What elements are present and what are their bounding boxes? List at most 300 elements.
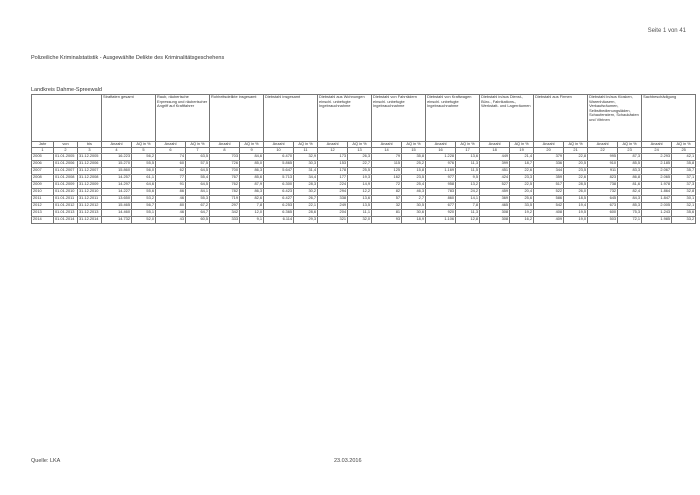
table-cell: 342	[210, 210, 240, 217]
table-cell: 63,5	[186, 154, 210, 161]
table-cell: 64,7	[186, 210, 210, 217]
sub-header: AQ in %	[456, 142, 480, 148]
column-number: 5	[132, 148, 156, 154]
group-header: Diebstahl von Fahrrädern einschl. unbefugte Ingebrauchnahme	[372, 95, 426, 142]
table-cell: 22,6	[564, 175, 588, 182]
table-cell: 5.713	[264, 175, 294, 182]
table-cell: 6.365	[264, 210, 294, 217]
table-cell: 26,3	[348, 154, 372, 161]
table-cell: 522	[534, 189, 564, 196]
table-cell: 308	[480, 210, 510, 217]
group-header: Diebstahl insgesamt	[264, 95, 318, 142]
table-cell: 14.227	[102, 189, 132, 196]
table-cell: 77	[156, 175, 186, 182]
table-cell: 23,3	[510, 175, 534, 182]
table-cell: 86,3	[240, 189, 264, 196]
table-cell: 22,6	[510, 168, 534, 175]
table-row	[32, 196, 696, 203]
table-cell: 14.297	[102, 182, 132, 189]
table-cell: 31.12.2009	[78, 182, 102, 189]
sub-header: AQ in %	[564, 142, 588, 148]
table-cell: 7,8	[456, 203, 480, 210]
table-cell: 31,4	[294, 168, 318, 175]
table-cell: 977	[426, 175, 456, 182]
group-header: Diebstahl aus Firmen	[534, 95, 588, 142]
table-cell: 33,5	[510, 203, 534, 210]
table-cell: 52,0	[132, 217, 156, 224]
sub-header: AQ in %	[402, 142, 426, 148]
table-cell: 80	[156, 203, 186, 210]
table-row	[32, 175, 696, 182]
table-cell: 408	[534, 210, 564, 217]
sub-header: AQ in %	[348, 142, 372, 148]
table-cell: 13.650	[102, 196, 132, 203]
table-cell: 79	[372, 154, 402, 161]
table-cell: 74	[156, 154, 186, 161]
group-header: Straftaten gesamt	[102, 95, 156, 142]
table-cell: 42,1	[672, 154, 696, 161]
region-heading: Landkreis Dahme-Spreewald	[31, 87, 102, 93]
table-cell: 19,5	[564, 210, 588, 217]
table-cell: 153	[318, 161, 348, 168]
table-cell: 83,3	[618, 168, 642, 175]
table-cell: 91	[156, 182, 186, 189]
table-cell: 2007	[32, 168, 54, 175]
table-cell: 60,5	[186, 217, 210, 224]
table-cell: 1.243	[642, 210, 672, 217]
table-cell: 46	[156, 196, 186, 203]
table-cell: 13,6	[348, 196, 372, 203]
table-cell: 82	[372, 189, 402, 196]
table-cell: 645	[588, 196, 618, 203]
column-number: 23	[618, 148, 642, 154]
group-header: Diebstahl in/aus Dienst-, Büro-, Fabrikations-, Werkstatt- und Lagerräumen	[480, 95, 534, 142]
table-cell: 920	[426, 210, 456, 217]
table-cell: 399	[480, 161, 510, 168]
sub-header: bis	[78, 142, 102, 148]
table-cell: 6.253	[264, 203, 294, 210]
table-cell: 1.106	[426, 217, 456, 224]
page-number: Seite 1 von 41	[647, 28, 686, 34]
table-cell: 25,5	[348, 168, 372, 175]
table-cell: 2009	[32, 182, 54, 189]
column-number: 17	[456, 148, 480, 154]
sub-header: Anzahl	[642, 142, 672, 148]
table-cell: 2010	[32, 189, 54, 196]
table-cell: 21,4	[510, 154, 534, 161]
table-cell: 87,3	[618, 154, 642, 161]
table-cell: 31.12.2006	[78, 161, 102, 168]
table-cell: 726	[210, 161, 240, 168]
table-cell: 37,1	[672, 175, 696, 182]
table-cell: 18,7	[510, 161, 534, 168]
table-cell: 600	[588, 210, 618, 217]
column-number: 1	[32, 148, 54, 154]
table-cell: 33,2	[672, 217, 696, 224]
table-cell: 30,2	[294, 189, 318, 196]
table-cell: 14,1	[456, 196, 480, 203]
column-number: 22	[588, 148, 618, 154]
column-number: 13	[348, 148, 372, 154]
table-cell: 28,3	[294, 182, 318, 189]
table-cell: 22,5	[510, 182, 534, 189]
column-number: 24	[642, 148, 672, 154]
table-cell: 13,6	[456, 154, 480, 161]
table-cell: 72	[372, 182, 402, 189]
column-number: 9	[240, 148, 264, 154]
table-cell: 31.12.2013	[78, 210, 102, 217]
table-cell: 23,5	[564, 168, 588, 175]
table-cell: 527	[480, 182, 510, 189]
table-cell: 55,1	[132, 210, 156, 217]
table-cell: 22,1	[294, 203, 318, 210]
crime-statistics-table	[31, 94, 696, 224]
table-cell: 35,7	[672, 168, 696, 175]
table-cell: 56,0	[132, 168, 156, 175]
table-cell: 719	[210, 196, 240, 203]
table-cell: 01.01.2014	[54, 217, 78, 224]
table-cell: 162	[372, 175, 402, 182]
table-cell: 995	[588, 154, 618, 161]
sub-header: AQ in %	[618, 142, 642, 148]
group-header: Sachbeschädigung	[642, 95, 696, 142]
group-header: Diebstahl aus Wohnungen einschl. unbefugte Ingebrauchnahme	[318, 95, 372, 142]
table-cell: 25,2	[402, 161, 426, 168]
table-cell: 13,5	[348, 203, 372, 210]
sub-header: Anzahl	[480, 142, 510, 148]
table-cell: 6.427	[264, 196, 294, 203]
table-cell: 224	[318, 182, 348, 189]
table-cell: 84,6	[240, 154, 264, 161]
table-cell: 57	[372, 196, 402, 203]
table-cell: 6.470	[264, 154, 294, 161]
table-cell: 31.12.2010	[78, 189, 102, 196]
column-number: 15	[402, 148, 426, 154]
sub-header: Anzahl	[318, 142, 348, 148]
table-cell: 2011	[32, 196, 54, 203]
table-cell: 700	[210, 168, 240, 175]
group-header: Raub, räuberische Erpressung und räuberischer Angriff auf Kraftfahrer	[156, 95, 210, 142]
table-cell: 15.270	[102, 161, 132, 168]
table-cell: 11,3	[456, 161, 480, 168]
table-cell: 910	[588, 161, 618, 168]
source-note: Quelle: LKA	[31, 458, 61, 464]
table-cell: 673	[588, 203, 618, 210]
table-cell: 25,6	[510, 196, 534, 203]
table-cell: 75,3	[618, 210, 642, 217]
table-cell: 13,2	[456, 182, 480, 189]
table-cell: 61,1	[132, 175, 156, 182]
sub-header: Anzahl	[156, 142, 186, 148]
table-cell: 2.067	[642, 168, 672, 175]
table-cell: 6.423	[264, 189, 294, 196]
table-cell: 762	[210, 182, 240, 189]
table-cell: 01.01.2008	[54, 175, 78, 182]
table-cell: 2.005	[642, 203, 672, 210]
table-cell: 338	[318, 196, 348, 203]
sub-header: Anzahl	[426, 142, 456, 148]
table-cell: 860	[426, 196, 456, 203]
table-cell: 01.01.2013	[54, 210, 78, 217]
sub-header: AQ in %	[240, 142, 264, 148]
table-cell: 15.860	[102, 168, 132, 175]
table-cell: 14,9	[348, 182, 372, 189]
table-cell: 93	[372, 217, 402, 224]
table-cell: 703	[210, 154, 240, 161]
table-cell: 32	[372, 203, 402, 210]
table-cell: 125	[372, 168, 402, 175]
table-cell: 6.300	[264, 182, 294, 189]
table-cell: 2006	[32, 161, 54, 168]
table-cell: 294	[318, 189, 348, 196]
table-cell: 56,7	[132, 203, 156, 210]
table-cell: 409	[534, 217, 564, 224]
document-title: Polizeiliche Kriminalstatistik - Ausgewählte Delikte des Kriminalitätsgeschehens	[31, 55, 225, 61]
table-cell: 1.864	[642, 189, 672, 196]
table-cell: 31.12.2014	[78, 217, 102, 224]
table-cell: 911	[588, 168, 618, 175]
table-cell: 738	[588, 182, 618, 189]
table-cell: 586	[534, 196, 564, 203]
table-cell: 823	[588, 175, 618, 182]
table-cell: 5.865	[264, 161, 294, 168]
table-cell: 12,2	[348, 189, 372, 196]
table-cell: 14.257	[102, 175, 132, 182]
group-header: Diebstahl in/aus Kiosken, Warenhäusern, Verkaufsräumen, Selbstbedienungsläden, Schaufenstern, Schaukästen und Vitrinen	[588, 95, 642, 142]
table-cell: 542	[534, 203, 564, 210]
table-cell: 25,4	[402, 182, 426, 189]
table-cell: 85,3	[618, 203, 642, 210]
table-row	[32, 203, 696, 210]
table-cell: 57,5	[186, 161, 210, 168]
table-cell: 9,1	[240, 217, 264, 224]
group-header: Diebstahl von Kraftwagen einschl. unbefugte Ingebrauchnahme	[426, 95, 480, 142]
table-cell: 503	[588, 217, 618, 224]
table-cell: 204	[318, 210, 348, 217]
table-cell: 30,6	[402, 210, 426, 217]
table-cell: 31.12.2008	[78, 175, 102, 182]
table-cell: 11,5	[456, 168, 480, 175]
table-cell: 1.228	[426, 154, 456, 161]
table-cell: 31.12.2011	[78, 196, 102, 203]
table-cell: 6.114	[264, 217, 294, 224]
table-cell: 86	[156, 189, 186, 196]
table-cell: 9,5	[456, 175, 480, 182]
table-cell: 55,4	[186, 175, 210, 182]
table-cell: 11,1	[348, 210, 372, 217]
table-cell: 87,9	[240, 182, 264, 189]
table-cell: 18,5	[564, 196, 588, 203]
table-cell: 465	[480, 203, 510, 210]
column-number: 6	[156, 148, 186, 154]
table-cell: 26,0	[564, 189, 588, 196]
table-cell: 46,3	[402, 189, 426, 196]
table-cell: 359	[534, 175, 564, 182]
sub-header: AQ in %	[294, 142, 318, 148]
table-cell: 1.978	[642, 182, 672, 189]
table-cell: 2008	[32, 175, 54, 182]
sub-header: Anzahl	[264, 142, 294, 148]
table-cell: 177	[318, 175, 348, 182]
table-cell: 15.465	[102, 203, 132, 210]
sub-header: Anzahl	[210, 142, 240, 148]
sub-header: Anzahl	[588, 142, 618, 148]
table-cell: 369	[480, 196, 510, 203]
column-number: 21	[564, 148, 588, 154]
table-cell: 449	[480, 154, 510, 161]
table-cell: 344	[534, 168, 564, 175]
table-cell: 81,6	[618, 182, 642, 189]
sub-header: Anzahl	[534, 142, 564, 148]
table-cell: 958	[426, 182, 456, 189]
table-cell: 7,8	[240, 203, 264, 210]
table-cell: 783	[426, 189, 456, 196]
table-cell: 82,4	[618, 189, 642, 196]
table-cell: 767	[210, 175, 240, 182]
table-cell: 2.185	[642, 161, 672, 168]
table-cell: 308	[480, 217, 510, 224]
table-cell: 11,3	[456, 210, 480, 217]
table-cell: 19,0	[564, 217, 588, 224]
table-cell: 16.223	[102, 154, 132, 161]
table-cell: 85,6	[240, 175, 264, 182]
table-cell: 249	[318, 203, 348, 210]
table-cell: 31.12.2007	[78, 168, 102, 175]
table-cell: 28,6	[294, 210, 318, 217]
table-cell: 60	[156, 161, 186, 168]
table-cell: 15,8	[402, 168, 426, 175]
group-header: Rohheitsdelikte insgesamt	[210, 95, 264, 142]
column-number: 12	[318, 148, 348, 154]
column-number: 18	[480, 148, 510, 154]
table-cell: 84,3	[618, 196, 642, 203]
table-cell: 19,4	[564, 203, 588, 210]
table-cell: 1.169	[426, 168, 456, 175]
table-cell: 1.985	[642, 217, 672, 224]
table-cell: 01.01.2007	[54, 168, 78, 175]
table-cell: 782	[210, 189, 240, 196]
table-cell: 732	[588, 189, 618, 196]
sub-header: Anzahl	[372, 142, 402, 148]
sub-header: Anzahl	[102, 142, 132, 148]
table-cell: 333	[210, 217, 240, 224]
table-cell: 18,9	[402, 217, 426, 224]
table-cell: 19,2	[510, 210, 534, 217]
sub-header: von	[54, 142, 78, 148]
table-cell: 5.647	[264, 168, 294, 175]
table-cell: 517	[534, 182, 564, 189]
column-number: 20	[534, 148, 564, 154]
sub-header: AQ in %	[132, 142, 156, 148]
column-number: 14	[372, 148, 402, 154]
table-cell: 115	[372, 161, 402, 168]
table-cell: 12,0	[240, 210, 264, 217]
table-cell: 2,7	[402, 196, 426, 203]
table-cell: 30,3	[294, 161, 318, 168]
table-cell: 22,8	[564, 154, 588, 161]
table-cell: 14.732	[102, 217, 132, 224]
sub-header: AQ in %	[672, 142, 696, 148]
table-cell: 55,3	[186, 196, 210, 203]
table-cell: 2013	[32, 210, 54, 217]
table-row	[32, 217, 696, 224]
column-number: 8	[210, 148, 240, 154]
table-cell: 55,6	[132, 189, 156, 196]
column-number: 25	[672, 148, 696, 154]
table-cell: 64,5	[186, 182, 210, 189]
table-cell: 67,2	[186, 203, 210, 210]
table-row	[32, 168, 696, 175]
table-row	[32, 154, 696, 161]
sub-header: AQ in %	[186, 142, 210, 148]
table-cell: 336	[534, 161, 564, 168]
table-cell: 30,5	[402, 203, 426, 210]
table-cell: 20,5	[564, 161, 588, 168]
table-cell: 84,1	[186, 189, 210, 196]
table-cell: 297	[210, 203, 240, 210]
table-cell: 16,2	[510, 217, 534, 224]
table-cell: 321	[318, 217, 348, 224]
table-cell: 85,0	[240, 161, 264, 168]
table-cell: 28,5	[564, 182, 588, 189]
table-cell: 86,8	[618, 175, 642, 182]
table-cell: 19,3	[348, 175, 372, 182]
table-row	[32, 182, 696, 189]
table-cell: 35,8	[402, 154, 426, 161]
table-cell: 2014	[32, 217, 54, 224]
table-cell: 72,1	[618, 217, 642, 224]
table-cell: 81	[372, 210, 402, 217]
table-cell: 32,0	[348, 217, 372, 224]
table-cell: 01.01.2005	[54, 154, 78, 161]
table-cell: 459	[480, 189, 510, 196]
table-cell: 82,6	[240, 196, 264, 203]
table-cell: 451	[480, 168, 510, 175]
table-cell: 31.12.2012	[78, 203, 102, 210]
table-cell: 86,3	[240, 168, 264, 175]
table-cell: 22,7	[348, 161, 372, 168]
column-number: 3	[78, 148, 102, 154]
table-cell: 1.847	[642, 196, 672, 203]
table-cell: 976	[426, 161, 456, 168]
print-date: 23.03.2016	[334, 458, 362, 464]
table-cell: 43	[156, 217, 186, 224]
table-cell: 677	[426, 203, 456, 210]
table-cell: 64,5	[186, 168, 210, 175]
table-cell: 2005	[32, 154, 54, 161]
table-row	[32, 161, 696, 168]
table-cell: 62	[156, 168, 186, 175]
table-row	[32, 189, 696, 196]
table-cell: 31.12.2005	[78, 154, 102, 161]
table-cell: 01.01.2011	[54, 196, 78, 203]
table-row	[32, 210, 696, 217]
table-cell: 29,3	[294, 217, 318, 224]
table-cell: 2012	[32, 203, 54, 210]
table-cell: 379	[534, 154, 564, 161]
table-cell: 32,9	[294, 154, 318, 161]
table-cell: 30,1	[672, 196, 696, 203]
column-number: 10	[264, 148, 294, 154]
table-cell: 34,4	[294, 175, 318, 182]
table-cell: 85,5	[618, 161, 642, 168]
column-number: 16	[426, 148, 456, 154]
table-cell: 01.01.2010	[54, 189, 78, 196]
table-cell: 23,5	[402, 175, 426, 182]
table-cell: 01.01.2006	[54, 161, 78, 168]
column-number: 4	[102, 148, 132, 154]
table-cell: 01.01.2009	[54, 182, 78, 189]
